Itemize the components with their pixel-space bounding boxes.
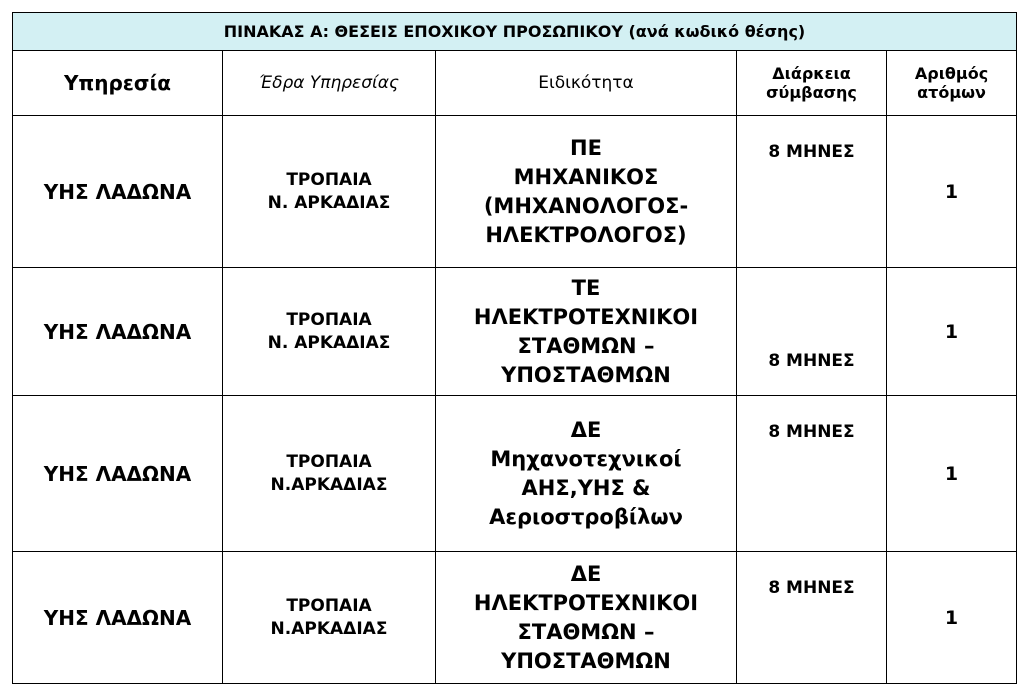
seat-line: ΤΡΟΠΑΙΑ [286,169,372,190]
specialty-line: ΔΕ [570,561,602,586]
specialty-line: ΗΛΕΚΤΡΟΤΕΧΝΙΚΟΙ [473,304,699,329]
specialty-cell [436,396,737,552]
header-seat: Έδρα Υπηρεσίας [223,51,436,116]
seat-line: Ν. ΑΡΚΑΔΙΑΣ [267,332,391,353]
specialty-line: Μηχανοτεχνικοί [490,446,682,471]
specialty-line: ΣΤΑΘΜΩΝ – [517,333,655,358]
positions-table [12,12,1017,684]
header-count-line2: ατόμων [917,83,986,102]
specialty-line: (ΜΗΧΑΝΟΛΟΓΟΣ- [483,193,689,218]
table-row [13,552,1017,684]
header-duration-line2: σύμβασης [766,83,857,102]
seat-cell [223,268,436,396]
specialty-line: ΠΕ [570,135,602,160]
specialty-line: ΗΛΕΚΤΡΟΤΕΧΝΙΚΟΙ [473,590,699,615]
service-cell: ΥΗΣ ΛΑΔΩΝΑ [13,116,223,268]
header-duration-line1: Διάρκεια [772,64,851,83]
table-row [13,268,1017,396]
service-cell: ΥΗΣ ΛΑΔΩΝΑ [13,552,223,684]
count-cell: 1 [887,268,1017,396]
specialty-line: ΣΤΑΘΜΩΝ – [517,619,655,644]
specialty-line: ΜΗΧΑΝΙΚΟΣ [513,164,659,189]
seat-line: Ν.ΑΡΚΑΔΙΑΣ [270,618,388,639]
duration-value: 8 ΜΗΝΕΣ [768,422,855,442]
count-cell: 1 [887,552,1017,684]
seat-line: Ν. ΑΡΚΑΔΙΑΣ [267,192,391,213]
specialty-cell [436,268,737,396]
specialty-line: ΔΕ [570,417,602,442]
header-service: Υπηρεσία [13,51,223,116]
service-cell: ΥΗΣ ΛΑΔΩΝΑ [13,396,223,552]
specialty-line: Αεριοστροβίλων [489,504,683,529]
header-duration [737,51,887,116]
table-row [13,116,1017,268]
duration-cell [737,268,887,396]
specialty-line: ΥΠΟΣΤΑΘΜΩΝ [501,648,671,673]
seat-cell [223,552,436,684]
specialty-line: ΑΗΣ,ΥΗΣ & [521,475,651,500]
specialty-line: ΥΠΟΣΤΑΘΜΩΝ [501,362,671,387]
header-specialty: Ειδικότητα [436,51,737,116]
duration-cell [737,116,887,268]
count-cell: 1 [887,116,1017,268]
table-title: ΠΙΝΑΚΑΣ Α: ΘΕΣΕΙΣ ΕΠΟΧΙΚΟΥ ΠΡΟΣΩΠΙΚΟΥ (ανά κωδικό θέσης) [13,13,1017,51]
seat-cell [223,116,436,268]
service-cell: ΥΗΣ ΛΑΔΩΝΑ [13,268,223,396]
table-row [13,396,1017,552]
seat-line: ΤΡΟΠΑΙΑ [286,451,372,472]
seat-line: ΤΡΟΠΑΙΑ [286,309,372,330]
count-cell: 1 [887,396,1017,552]
specialty-cell [436,552,737,684]
title-row [13,13,1017,51]
duration-cell [737,552,887,684]
duration-cell [737,396,887,552]
specialty-cell [436,116,737,268]
header-count-line1: Αριθμός [914,64,989,83]
duration-value: 8 ΜΗΝΕΣ [768,578,855,598]
header-row [13,51,1017,116]
seat-cell [223,396,436,552]
duration-value: 8 ΜΗΝΕΣ [768,351,855,371]
specialty-line: ΤΕ [571,275,601,300]
duration-value: 8 ΜΗΝΕΣ [768,142,855,162]
seat-line: ΤΡΟΠΑΙΑ [286,595,372,616]
specialty-line: ΗΛΕΚΤΡΟΛΟΓΟΣ) [485,222,687,247]
seat-line: Ν.ΑΡΚΑΔΙΑΣ [270,474,388,495]
header-count [887,51,1017,116]
